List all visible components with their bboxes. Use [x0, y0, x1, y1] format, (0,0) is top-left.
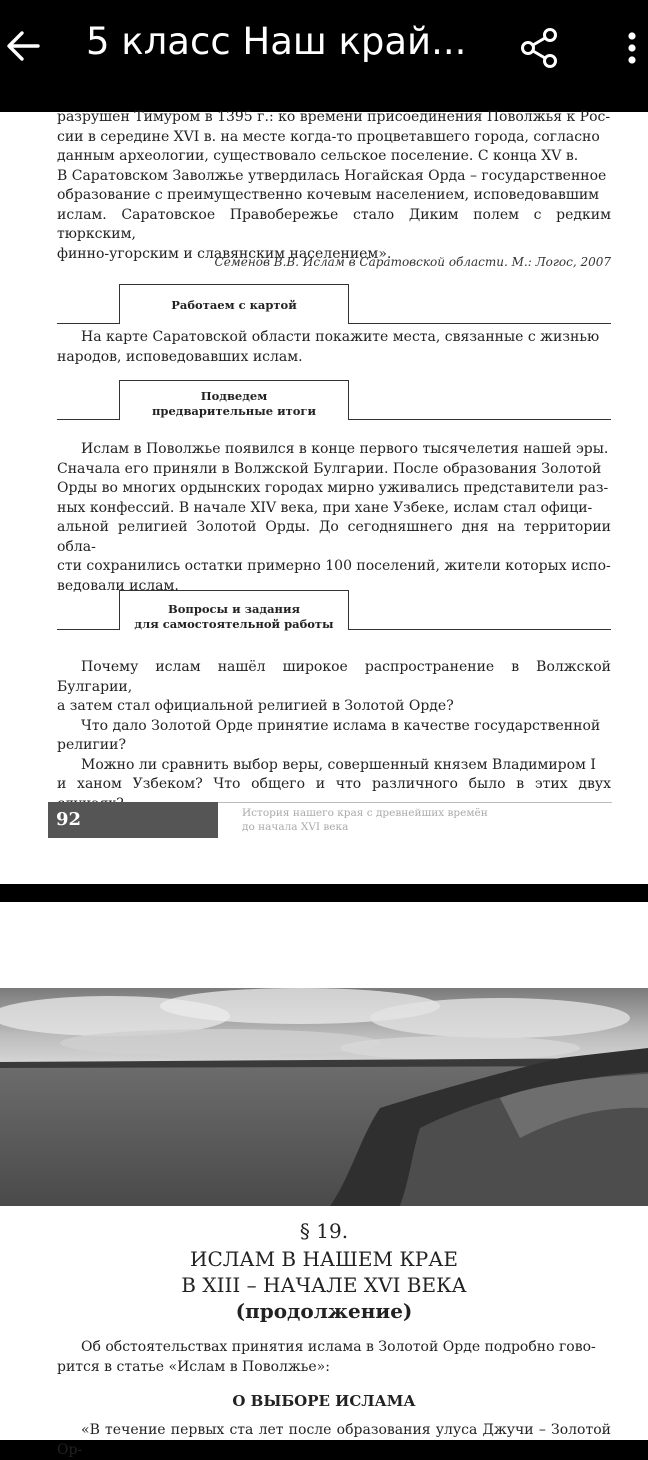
text-line: Сначала его приняли в Волжской Булгарии. После образования Золотой	[57, 460, 602, 477]
text-line: Почему ислам нашёл широкое распространение в Волжской Булгарии,	[57, 659, 611, 695]
text-line: образование с преимущественно кочевым населением, исповедовавшим	[57, 187, 600, 203]
section-title-line: предварительные итоги	[152, 404, 316, 418]
app-bar	[0, 0, 648, 112]
text-line: религии?	[57, 737, 126, 753]
more-vertical-icon[interactable]	[620, 28, 644, 68]
text-line: На карте Саратовской области покажите места, связанные с жизнью	[81, 329, 600, 345]
text-line: Орды во многих ордынских городах мирно уживались представители раз-	[57, 480, 609, 496]
questions-text	[57, 658, 611, 814]
section-header-map	[57, 284, 611, 324]
subheading: О ВЫБОРЕ ИСЛАМА	[232, 1392, 416, 1410]
landscape-photo	[0, 988, 648, 1206]
section-title-line: Вопросы и задания	[168, 602, 300, 616]
section-header-results	[57, 380, 611, 420]
map-task-text	[57, 328, 611, 367]
text-line: Об обстоятельствах принятия ислама в Золотой Орде подробно гово-	[81, 1339, 596, 1355]
section-title-line: Подведем	[200, 389, 268, 403]
section-title	[119, 389, 349, 419]
text-line: разрушен Тимуром в 1395 г.: ко времени присоединения Поволжья к Рос-	[57, 109, 611, 125]
text-line: и ханом Узбеком? Что общего и что различного было в этих двух	[57, 776, 611, 792]
page-number: 92	[56, 809, 82, 830]
section-title-line: для самостоятельной работы	[134, 617, 334, 631]
text-line: ных конфессий. В начале XIV века, при хане Узбеке, ислам стал офици-	[57, 499, 593, 516]
page-number-badge	[48, 802, 218, 838]
text-line: В Саратовском Заволжье утвердилась Ногайская Орда – государственное	[57, 167, 607, 184]
text-line: финно-угорским и славянским населением».	[57, 245, 392, 262]
section-title: Работаем с картой	[171, 298, 297, 312]
text-line: Можно ли сравнить выбор веры, совершенный князем Владимиром I	[81, 756, 596, 773]
chapter-intro-text	[57, 1338, 611, 1377]
text-line: сии в середине XVI в. на месте когда-то процветавшего города, согласно	[57, 128, 600, 145]
results-text	[57, 440, 611, 596]
section-header-questions	[57, 590, 611, 630]
text-line: «В течение первых ста лет после образования улуса Джучи – Золотой Ор-	[57, 1422, 611, 1458]
text-line: ведовали ислам.	[57, 577, 179, 594]
book-page-92	[0, 109, 648, 884]
paragraph-number: § 19.	[299, 1219, 349, 1243]
text-line: Ислам в Поволжье появился в конце первого тысячелетия нашей эры.	[81, 441, 609, 457]
text-line: а затем стал официальной религией в Золотой Орде?	[57, 698, 454, 714]
chapter-title-line: В XIII – НАЧАЛЕ XVI ВЕКА	[181, 1273, 467, 1297]
text-line: альной религией Золотой Орды. До сегодняшнего дня на территории обла-	[57, 519, 611, 555]
citation: Семенов В.В. Ислам в Саратовской области. М.: Логос, 2007	[214, 255, 611, 269]
text-line: ислам. Саратовское Правобережье стало Диким полем с редким тюркским,	[57, 206, 611, 242]
text-line: Что дало Золотой Орде принятие ислама в качестве государственной	[81, 717, 601, 734]
footer-divider	[218, 802, 612, 803]
intro-text	[57, 108, 611, 264]
text-line: сти сохранились остатки примерно 100 поселений, жители которых испо-	[57, 558, 611, 574]
section-title	[119, 602, 349, 632]
cut-off-text	[57, 1421, 611, 1460]
text-line: данным археологии, существовало сельское поселение. С конца XV в.	[57, 148, 579, 164]
footer-line: до начала XVI века	[242, 821, 349, 833]
footer-line: История нашего края с древнейших времён	[242, 807, 488, 819]
share-icon[interactable]	[518, 26, 560, 70]
text-line: народов, исповедовавших ислам.	[57, 348, 303, 365]
book-page-next	[0, 902, 648, 1458]
arrow-left-icon[interactable]	[4, 26, 40, 66]
chapter-title-line: ИСЛАМ В НАШЕМ КРАЕ	[190, 1247, 458, 1271]
running-footer	[242, 806, 488, 834]
text-line: рится в статье «Ислам в Поволжье»:	[57, 1358, 330, 1375]
document-title: 5 класс Наш край...	[86, 20, 467, 63]
chapter-subtitle: (продолжение)	[235, 1299, 413, 1323]
